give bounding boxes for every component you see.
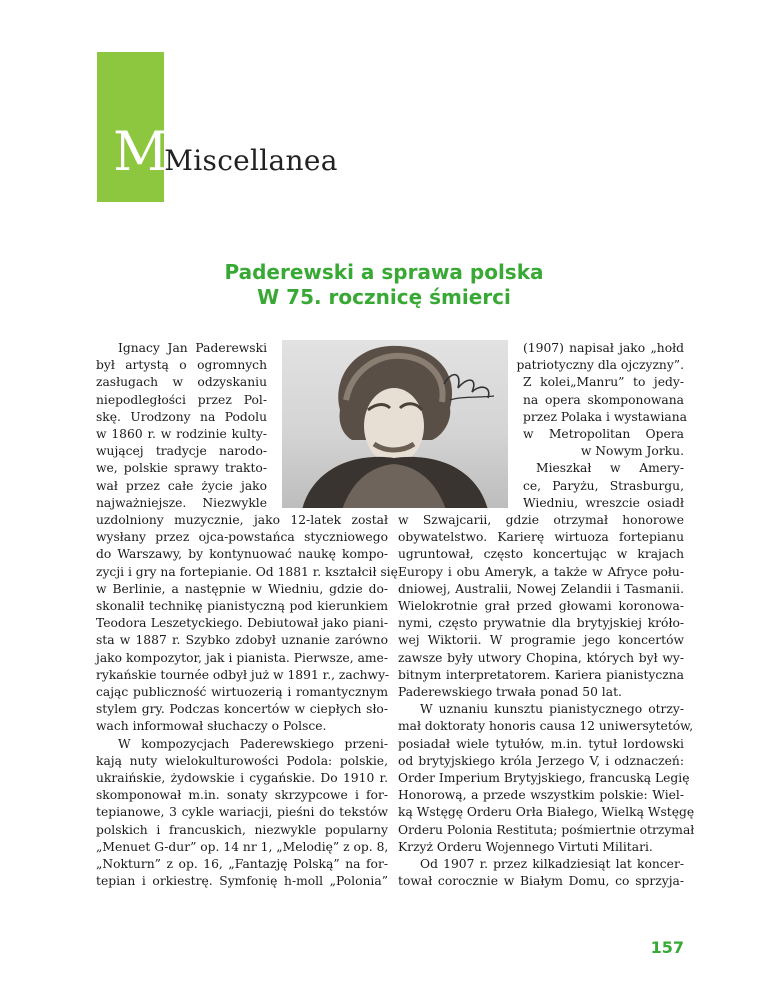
text-line: w 1860 r. w rodzinie kulty- <box>96 427 267 441</box>
text-line: sta w 1887 r. Szybko zdobył uznanie zarówno <box>96 633 388 648</box>
text-line: Honorową, a przede wszystkim polskie: Wiel- <box>398 788 684 803</box>
text-line: w Berlinie, a następnie w Wiedniu, gdzie do- <box>96 581 388 596</box>
text-line: W uznaniu kunsztu pianistycznego otrzy- <box>420 702 684 717</box>
text-line: wał przez całe życie jako <box>96 478 267 493</box>
section-drop-letter: M <box>113 120 169 183</box>
text-line: w Metropolitan Opera <box>523 427 684 441</box>
text-line: wysłany przez ojca-powstańca styczniowego <box>96 530 388 545</box>
text-line: Ignacy Jan Paderewski <box>118 341 267 355</box>
text-line: dniowej, Australii, Nowej Zelandii i Tasmanii. <box>398 581 684 596</box>
text-line: obywatelstwo. Karierę wirtuoza fortepianu <box>398 530 684 545</box>
text-line: do Warszawy, by kontynuować naukę kompo- <box>96 547 388 562</box>
text-line: Od 1907 r. przez kilkadziesiąt lat koncer- <box>420 857 684 871</box>
text-line: w Szwajcarii, gdzie otrzymał honorowe <box>398 513 684 527</box>
portrait-image <box>282 340 508 508</box>
text-line: przez Polaka i wystawiana <box>523 409 687 424</box>
text-line: w Nowym Jorku. <box>580 444 684 459</box>
text-line: wach informował słuchaczy o Polsce. <box>96 719 327 734</box>
article-subtitle: W 75. rocznicę śmierci <box>257 285 511 309</box>
text-line: ce, Paryżu, Strasburgu, <box>523 478 684 493</box>
text-line: ką Wstęgę Orderu Orła Białego, Wielką Wstęgę <box>398 805 695 820</box>
text-line: Krzyż Orderu Wojennego Virtuti Militari. <box>398 839 653 854</box>
text-line: tował corocznie w Białym Domu, co sprzyja- <box>398 874 684 889</box>
text-line: Wielokrotnie grał przed głowami koronowa- <box>398 599 684 613</box>
text-line: był artystą o ogromnych <box>96 358 267 373</box>
text-line: Teodora Leszetyckiego. Debiutował jako piani- <box>96 616 388 631</box>
text-line: posiadał wiele tytułów, m.in. tytuł lordowski <box>398 736 684 751</box>
text-line: (1907) napisał jako „hołd <box>523 341 684 355</box>
text-line: stylem gry. Podczas koncertów w ciepłych sło- <box>96 702 388 717</box>
page-number: 157 <box>650 938 684 957</box>
text-line: zasługach w odzyskaniu <box>96 375 267 390</box>
text-line: Paderewskiego trwała ponad 50 lat. <box>398 685 622 699</box>
text-line: uzdolniony muzycznie, jako 12-latek został <box>96 513 388 527</box>
text-line: Europy i obu Ameryk, a także w Afryce połu- <box>398 564 684 579</box>
text-line: Order Imperium Brytyjskiego, francuską Legię <box>398 771 690 785</box>
text-line: mał doktoraty honoris causa 12 uniwersytetów, <box>398 719 694 734</box>
text-line: najważniejsze. Niezwykle <box>96 495 267 510</box>
text-line: polskich i francuskich, niezwykle popularny <box>96 822 388 837</box>
text-line: skę. Urodzony na Podolu <box>96 409 267 424</box>
text-line: nymi, często prywatnie dla brytyjskiej króło- <box>398 616 684 631</box>
text-line: we, polskie sprawy trakto- <box>96 461 267 476</box>
text-line: niepodległości przez Pol- <box>96 392 267 407</box>
text-line: jako kompozytor, jak i pianista. Pierwsze, ame- <box>96 650 388 665</box>
text-line: na opera skomponowana <box>523 392 684 407</box>
text-line: od brytyjskiego króla Jerzego V, i odznaczeń: <box>398 753 684 768</box>
text-line: kają nuty wielokulturowości Podola: polskie, <box>96 753 388 768</box>
text-line: Orderu Polonia Restituta; pośmiertnie otrzymał <box>398 822 695 837</box>
text-line: „Menuet G-dur” op. 14 nr 1, „Melodię” z op. 8, <box>96 839 389 854</box>
text-line: wej Wiktorii. W programie jego koncertów <box>398 633 684 648</box>
text-line: tepian i orkiestrę. Symfonię h-moll „Polonia” <box>96 874 388 889</box>
text-line: ugruntował, często koncertując w krajach <box>398 547 684 562</box>
text-line: cając publiczność wirtuozerią i romantycznym <box>96 685 388 699</box>
text-line: skomponował m.in. sonaty skrzypcowe i for- <box>96 788 388 803</box>
text-line: tepianowe, 3 cykle wariacji, pieśni do tekstów <box>96 805 388 820</box>
text-line: Wiedniu, wreszcie osiadł <box>523 495 684 510</box>
text-line: wującej tradycje narodo- <box>96 444 267 459</box>
text-line: Mieszkał w Amery- <box>536 461 684 476</box>
text-line: zycji i gry na fortepianie. Od 1881 r. kształcił się <box>96 564 398 579</box>
text-line: rykańskie tournée odbył już w 1891 r., zachwy- <box>96 667 390 682</box>
text-line: ukraińskie, żydowskie i cygańskie. Do 1910 r. <box>96 771 388 785</box>
section-title: Miscellanea <box>164 144 338 177</box>
portrait-photo <box>282 340 508 508</box>
text-line: „Nokturn” z op. 16, „Fantazję Polską” na for- <box>96 857 388 871</box>
text-line: W kompozycjach Paderewskiego przeni- <box>118 736 388 751</box>
text-line: skonalił technikę pianistyczną pod kierunkiem <box>96 599 388 613</box>
text-line: Z kolei„Manru” to jedy- <box>523 375 684 390</box>
section-heading <box>113 120 338 185</box>
text-line: bitnym interpretatorem. Kariera pianistyczna <box>398 667 684 682</box>
text-line: patriotyczny dla ojczyzny”. <box>516 358 684 373</box>
text-line: zawsze były utwory Chopina, których był wy- <box>398 650 684 665</box>
article-title: Paderewski a sprawa polska <box>224 260 544 284</box>
